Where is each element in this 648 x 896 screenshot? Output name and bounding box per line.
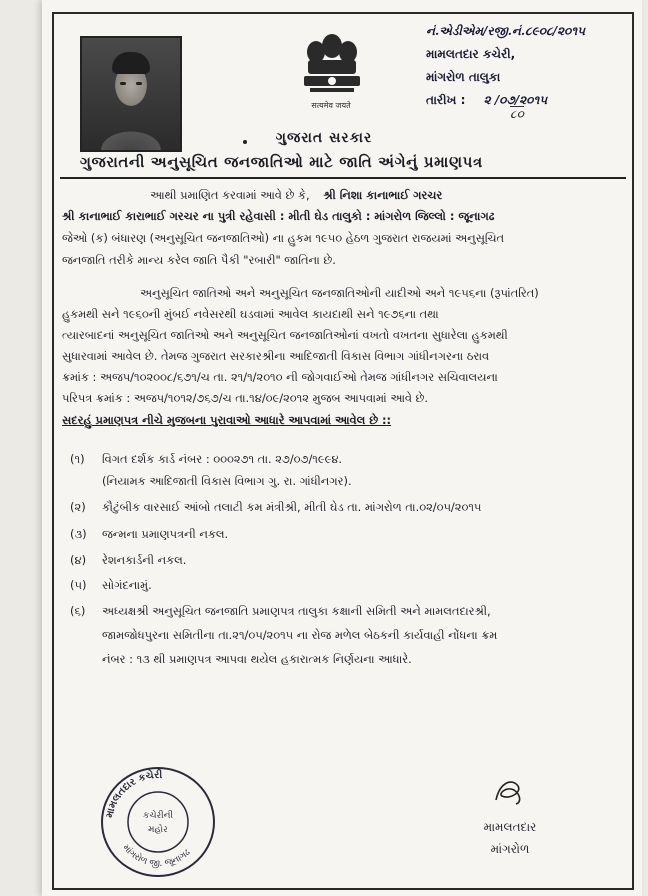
evidence-number: (૧) bbox=[70, 452, 85, 466]
evidence-number: (૬) bbox=[70, 604, 86, 618]
svg-text:માંગરોળ જી. જૂનાગઢ bbox=[121, 842, 193, 869]
government-name: ગુજરાત સરકાર bbox=[275, 130, 373, 146]
reference-office: મામલતદાર કચેરી, bbox=[426, 47, 516, 61]
date-label: તારીખ : bbox=[426, 93, 466, 107]
certificate-title: ગુજરાતની અનુસૂચિત જનજાતિઓ માટે જાતિ અંગેનું પ્રમાણપત્ર bbox=[80, 153, 483, 171]
para2-line-6: પરિપત્ર ક્રમાંક : અજપ/૧૦૧૨/૭૬૭/ચ તા.૧૪/૦૯/૨૦૧૨ મુજબ આપવામાં આવે છે. bbox=[62, 391, 428, 405]
para2-line-3: ત્યારબાદનાં અનુસૂચિત જાતિઓ અને અનુસૂચિત જનજાતિઓનાં વખતો વખતના સુધારેલા હુકમથી bbox=[62, 328, 508, 342]
holder-name: શ્રી નિશા કાનાભાઈ ગરચર bbox=[323, 188, 443, 202]
para2-line-2: હુકમથી સને ૧૯૬૦ની મુંબઈ નવેસરથી ઘડવામાં આવેલ કાયદાથી સને ૧૯૭૬ના તથા bbox=[62, 307, 439, 321]
stamp-outer-top: મામલતદાર કચેરી bbox=[104, 769, 163, 819]
evidence-text: અધ્યક્ષશ્રી અનુસૂચિત જનજાતિ પ્રમાણપત્ર તાલુકા કક્ષાની સમિતી અને મામલતદારશ્રી, bbox=[102, 604, 491, 618]
order-line: જેઓ (ક) બંધારણ (અનુસૂચિત જનજાતિઓ) ના હુકમ ૧૯૫૦ હેઠળ ગુજરાત રાજયમાં અનુસૂચિત bbox=[62, 231, 505, 245]
para2-line-1: અનુસૂચિત જાતિઓ અને અનુસૂચિત જનજાતિઓની યાદીઓ અને ૧૯૫૬ના (રૂપાંતરિત) bbox=[140, 286, 539, 300]
evidence-heading: સદરહું પ્રમાણપત્ર નીચે મુજબના પુરાવાઓ આધારે આપવામાં આવેલ છે :: bbox=[62, 413, 392, 427]
office-seal-stamp bbox=[96, 762, 220, 880]
reference-number: નં.એડીએમ/રજી.નં.૮૯૦૮/૨૦૧૫ bbox=[426, 24, 585, 38]
evidence-text: (નિયામક આદિજાતી વિકાસ વિભાગ ગુ. રા. ગાંધીનગર). bbox=[102, 474, 352, 488]
signatory-title: મામલતદાર bbox=[483, 820, 537, 834]
title-divider bbox=[60, 177, 626, 179]
evidence-number: (૪) bbox=[70, 553, 87, 567]
evidence-text: રેશનકાર્ડની નકલ. bbox=[102, 553, 187, 567]
stamp-inner-top: કચેરીની bbox=[142, 811, 174, 821]
evidence-text: જામજોધપુરના સમિતીના તા.૨૧/૦૫/૨૦૧૫ ના રોજ મળેલ બેઠકની કાર્યવાહી નોંધના ક્રમ bbox=[102, 628, 498, 642]
certify-line bbox=[150, 185, 442, 206]
evidence-text: નંબર : ૧૩ થી પ્રમાણપત્ર આપવા થયેલ હકારાત્મક નિર્ણયના આધારે. bbox=[102, 652, 412, 666]
emblem-motto: सत्यमेव जयते bbox=[311, 101, 351, 110]
tribe-line: જનજાતિ તરીકે માન્ય કરેલ જાતિ પૈકી "રબારી" જાતિના છે. bbox=[62, 253, 336, 267]
reference-block bbox=[426, 20, 585, 112]
para2-line-5: ક્રમાંક : અજપ/૧૦૨૦૦૮/૬૭૧/ચ તા. ૨૧/૧/૨૦૧૦ ની જોગવાઈઓ તેમજ ગાંધીનગર સચિવાલયના bbox=[62, 370, 498, 384]
evidence-number: (૫) bbox=[70, 578, 87, 592]
reference-taluka: માંગરોળ તાલુકા bbox=[426, 70, 501, 84]
signatory-block bbox=[470, 816, 550, 860]
certify-prefix: આથી પ્રમાણિત કરવામાં આવે છે કે, bbox=[150, 188, 310, 202]
signatory-place: માંગરોળ bbox=[490, 842, 530, 856]
evidence-text: સોગંદનામું. bbox=[102, 578, 152, 592]
evidence-text: વિગત દર્શક કાર્ડ નંબર : ૦૦૦૨૭૧ તા. ૨૭/૦૭/૧૯૯૪. bbox=[102, 452, 343, 466]
signature-icon bbox=[492, 776, 526, 808]
evidence-number: (૨) bbox=[70, 500, 86, 514]
date-value: ૨ /૦૭/૨૦૧૫ bbox=[483, 93, 548, 107]
parent-residence-line: શ્રી કાનાભાઈ કારાભાઈ ગરચર ના પુત્રી રહેવાસી : મીતી ઘેડ તાલુકો : માંગરોળ જિલ્લો : જૂનાગઢ bbox=[62, 209, 495, 223]
date-note: ૮૦ bbox=[510, 107, 524, 121]
evidence-text: જન્મના પ્રમાણપત્રની નકલ. bbox=[102, 527, 229, 541]
stamp-inner-bottom: મહોર bbox=[148, 825, 168, 835]
evidence-number: (૩) bbox=[70, 527, 87, 541]
stamp-outer-bottom: માંગરોળ જી. જૂનાગઢ bbox=[120, 842, 193, 870]
evidence-text: કૌટુંબીક વારસાઈ આંબો તલાટી કમ મંત્રીશ્રી, મીતી ઘેડ તા. માંગરોળ તા.૦૨/૦૫/૨૦૧૫ bbox=[102, 500, 482, 514]
para2-line-4: સુધારવામાં આવેલ છે. તેમજ ગુજરાત સરકારશ્રીના આદિજાતી વિકાસ વિભાગ ગાંધીનગરના ઠરાવ bbox=[62, 349, 490, 363]
reference-date bbox=[426, 89, 585, 112]
